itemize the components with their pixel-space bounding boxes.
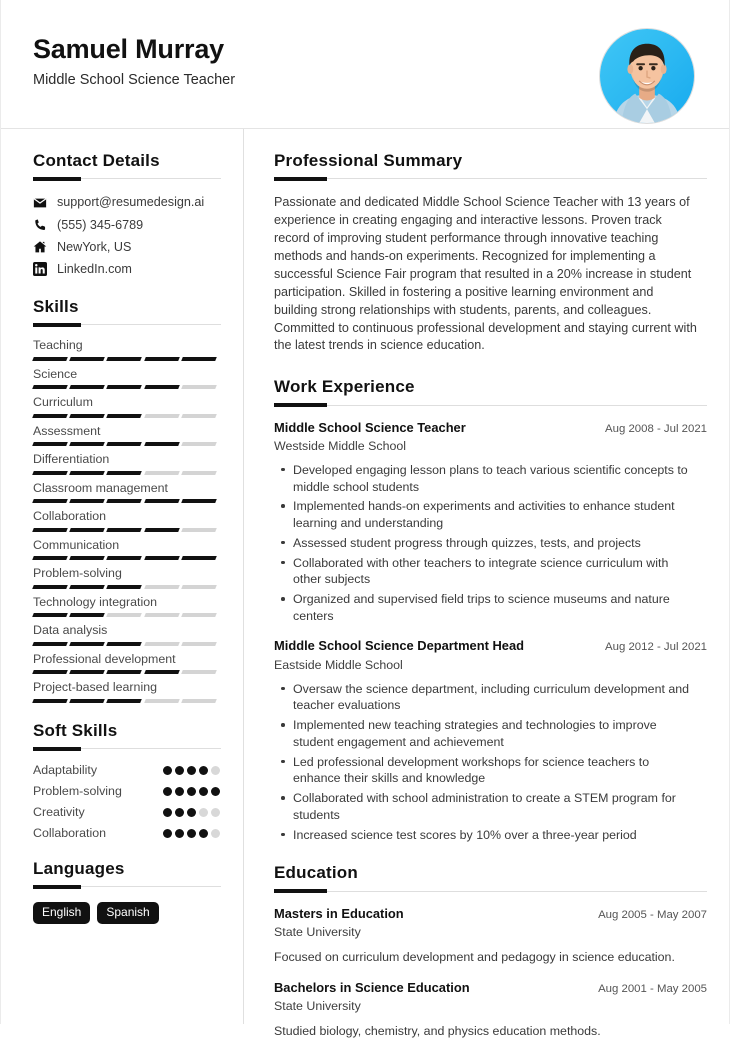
skill-segment	[69, 442, 105, 446]
skill-level-meter	[33, 357, 216, 361]
skill-label: Communication	[33, 537, 120, 552]
section-heading: Soft Skills	[33, 720, 118, 740]
skill-segment	[69, 385, 105, 389]
rating-dot	[175, 829, 184, 838]
skill-segment	[107, 442, 143, 446]
rating-dot	[175, 766, 184, 775]
skill-segment	[144, 556, 180, 560]
education-description: Focused on curriculum development and pedagogy in science education.	[274, 949, 675, 964]
skill-level-meter	[33, 642, 216, 646]
resume-body	[1, 129, 729, 1038]
rating-dot	[187, 829, 196, 838]
education-degree: Masters in Education	[274, 905, 404, 921]
skill-level-meter	[33, 699, 216, 703]
contact-email: support@resumedesign.ai	[57, 195, 205, 210]
section-education	[274, 863, 707, 1039]
skill-segment	[69, 528, 105, 532]
summary-text: Passionate and dedicated Middle School Science Teacher with 13 years of experience in creating engaging and interactive lessons. Proven track record of improving student performance through innovative teaching methods and hands-on experiments. Recognized for implementing a successful Science Fair program that resulted in a 20% increase in student participation. Skilled in fostering a positive learning environment and building strong relationships with students, parents, and colleagues. Committed to continuous professional development and staying current with the latest trends in science education.	[274, 195, 697, 353]
rating-dot	[163, 829, 172, 838]
skill-row	[33, 623, 221, 646]
resume-header	[1, 0, 729, 129]
experience-date: Aug 2012 - Jul 2021	[605, 641, 707, 654]
rating-dot	[199, 808, 208, 817]
education-degree: Bachelors in Science Education	[274, 979, 470, 995]
section-heading: Skills	[33, 296, 79, 316]
section-work-experience	[274, 377, 707, 843]
education-entry	[274, 980, 707, 1039]
skill-segment	[144, 528, 180, 532]
skill-label: Differentiation	[33, 452, 110, 467]
skill-segment	[181, 357, 217, 361]
skill-segment	[181, 528, 217, 532]
rating-dot	[211, 787, 220, 796]
contact-phone: (555) 345-6789	[57, 217, 144, 232]
list-item: Implemented new teaching strategies and technologies to improve student engagement and achievement	[293, 717, 698, 750]
skill-segment	[144, 499, 180, 503]
section-divider	[33, 748, 221, 749]
soft-skill-rating	[163, 808, 220, 817]
experience-entry	[274, 638, 707, 843]
languages-list	[33, 902, 221, 924]
entry-header	[274, 906, 707, 923]
rating-dot	[211, 808, 220, 817]
list-item[interactable]	[33, 218, 221, 233]
rating-dot	[175, 808, 184, 817]
skill-segment	[69, 471, 105, 475]
skill-label: Technology integration	[33, 594, 157, 609]
skill-level-meter	[33, 442, 216, 446]
education-entry	[274, 906, 707, 966]
section-languages	[33, 859, 221, 925]
skill-segment	[32, 471, 68, 475]
skill-label: Curriculum	[33, 395, 93, 410]
section-divider	[33, 324, 221, 325]
skill-segment	[32, 499, 68, 503]
skill-segment	[32, 528, 68, 532]
skill-segment	[107, 585, 143, 589]
skill-segment	[69, 357, 105, 361]
rating-dot	[199, 766, 208, 775]
avatar	[599, 28, 695, 124]
soft-skill-row	[33, 805, 220, 820]
skill-segment	[32, 613, 68, 617]
skill-segment	[32, 414, 68, 418]
soft-skill-label: Creativity	[33, 804, 85, 819]
skill-segment	[32, 442, 68, 446]
skill-segment	[181, 385, 217, 389]
soft-skills-list	[33, 763, 221, 841]
rating-dot	[199, 829, 208, 838]
skill-segment	[144, 414, 180, 418]
skill-segment	[69, 699, 105, 703]
sidebar	[1, 129, 244, 1024]
skill-segment	[69, 585, 105, 589]
skill-segment	[69, 613, 105, 617]
skill-row	[33, 538, 221, 561]
education-institution: State University	[274, 925, 361, 940]
skill-segment	[107, 528, 143, 532]
contact-linkedin: LinkedIn.com	[57, 261, 132, 276]
skill-row	[33, 395, 221, 418]
experience-organization: Eastside Middle School	[274, 658, 403, 673]
section-divider	[274, 405, 707, 406]
skill-segment	[32, 357, 68, 361]
experience-list	[274, 420, 707, 844]
skill-segment	[32, 699, 68, 703]
skill-segment	[181, 670, 217, 674]
rating-dot	[163, 808, 172, 817]
skill-segment	[107, 471, 143, 475]
experience-bullets	[274, 462, 707, 625]
rating-dot	[187, 766, 196, 775]
soft-skill-row	[33, 826, 220, 841]
soft-skill-row	[33, 784, 220, 799]
skill-segment	[144, 642, 180, 646]
skill-segment	[181, 414, 217, 418]
rating-dot	[211, 829, 220, 838]
entry-header	[274, 638, 707, 655]
skill-row	[33, 595, 221, 618]
home-icon	[33, 240, 47, 254]
list-item: Organized and supervised field trips to science museums and nature centers	[293, 591, 698, 624]
list-item: Assessed student progress through quizzes, tests, and projects	[293, 535, 698, 552]
skill-row	[33, 367, 221, 390]
skill-segment	[69, 414, 105, 418]
skill-segment	[181, 613, 217, 617]
skill-segment	[107, 556, 143, 560]
language-chip[interactable]: English	[33, 902, 90, 924]
rating-dot	[187, 787, 196, 796]
skill-segment	[32, 642, 68, 646]
skill-segment	[32, 385, 68, 389]
skill-segment	[181, 442, 217, 446]
skill-segment	[181, 699, 217, 703]
header-text-block	[33, 26, 235, 89]
skill-segment	[144, 385, 180, 389]
skill-segment	[69, 670, 105, 674]
skill-segment	[107, 414, 143, 418]
skill-label: Project-based learning	[33, 680, 157, 695]
contact-location: NewYork, US	[57, 239, 132, 254]
list-item[interactable]	[33, 262, 221, 277]
skill-level-meter	[33, 385, 216, 389]
section-professional-summary	[274, 151, 707, 355]
list-item[interactable]	[33, 195, 221, 210]
profile-photo-icon	[600, 29, 694, 123]
skill-segment	[144, 471, 180, 475]
soft-skill-label: Collaboration	[33, 825, 107, 840]
experience-bullets	[274, 681, 707, 844]
section-divider	[33, 178, 221, 179]
skill-segment	[181, 642, 217, 646]
education-description: Studied biology, chemistry, and physics education methods.	[274, 1023, 601, 1038]
skill-segment	[32, 585, 68, 589]
skill-level-meter	[33, 613, 216, 617]
soft-skill-label: Adaptability	[33, 763, 98, 778]
section-divider	[33, 886, 221, 887]
page-title: Samuel Murray	[33, 34, 224, 64]
skill-segment	[69, 642, 105, 646]
skill-segment	[181, 471, 217, 475]
rating-dot	[187, 808, 196, 817]
skill-segment	[107, 385, 143, 389]
skill-segment	[69, 556, 105, 560]
entry-header	[274, 980, 707, 997]
skill-row	[33, 424, 221, 447]
section-soft-skills	[33, 721, 221, 841]
skill-label: Problem-solving	[33, 566, 122, 581]
skill-segment	[32, 556, 68, 560]
section-contact-details	[33, 151, 221, 277]
skill-segment	[107, 670, 143, 674]
phone-icon	[33, 218, 47, 232]
list-item: Oversaw the science department, including curriculum development and teacher evaluations	[293, 681, 698, 714]
education-date: Aug 2001 - May 2005	[598, 982, 707, 995]
skill-segment	[69, 499, 105, 503]
rating-dot	[163, 766, 172, 775]
rating-dot	[199, 787, 208, 796]
skill-segment	[32, 670, 68, 674]
skill-label: Science	[33, 366, 78, 381]
skill-level-meter	[33, 585, 216, 589]
skill-segment	[181, 585, 217, 589]
skill-level-meter	[33, 471, 216, 475]
section-heading: Contact Details	[33, 151, 160, 170]
skill-level-meter	[33, 414, 216, 418]
language-chip[interactable]: Spanish	[97, 902, 158, 924]
list-item: Implemented hands-on experiments and activities to enhance student learning and understanding	[293, 498, 698, 531]
skill-segment	[107, 499, 143, 503]
list-item: Developed engaging lesson plans to teach various scientific concepts to middle school students	[293, 462, 698, 495]
contact-list	[33, 195, 221, 276]
skill-level-meter	[33, 670, 216, 674]
skill-label: Data analysis	[33, 623, 108, 638]
skill-segment	[144, 585, 180, 589]
section-divider	[274, 178, 707, 179]
rating-dot	[211, 766, 220, 775]
skill-level-meter	[33, 499, 216, 503]
section-divider	[274, 891, 707, 892]
linkedin-icon	[33, 262, 47, 276]
experience-organization: Westside Middle School	[274, 439, 407, 454]
soft-skill-rating	[163, 829, 220, 838]
soft-skill-rating	[163, 766, 220, 775]
job-title-subtitle: Middle School Science Teacher	[33, 72, 236, 89]
experience-entry	[274, 420, 707, 625]
skill-segment	[107, 357, 143, 361]
section-heading: Professional Summary	[274, 151, 463, 170]
skill-row	[33, 680, 221, 703]
skill-row	[33, 652, 221, 675]
skill-segment	[144, 357, 180, 361]
skill-level-meter	[33, 556, 216, 560]
skill-row	[33, 481, 221, 504]
skill-label: Classroom management	[33, 480, 168, 495]
skill-label: Assessment	[33, 423, 101, 438]
skill-segment	[181, 499, 217, 503]
section-heading: Languages	[33, 858, 125, 878]
entry-header	[274, 420, 707, 437]
education-list	[274, 906, 707, 1039]
skill-segment	[107, 613, 143, 617]
list-item[interactable]	[33, 240, 221, 255]
skill-label: Teaching	[33, 338, 83, 353]
skill-segment	[144, 699, 180, 703]
section-skills	[33, 297, 221, 703]
skill-segment	[144, 613, 180, 617]
list-item: Led professional development workshops for science teachers to enhance their skills and knowledge	[293, 754, 698, 787]
skill-row	[33, 566, 221, 589]
main-content	[244, 129, 729, 1038]
rating-dot	[163, 787, 172, 796]
education-institution: State University	[274, 999, 361, 1014]
skill-segment	[144, 670, 180, 674]
envelope-icon	[33, 196, 47, 210]
list-item: Collaborated with school administration to create a STEM program for students	[293, 790, 698, 823]
education-date: Aug 2005 - May 2007	[598, 908, 707, 921]
skill-label: Professional development	[33, 651, 176, 666]
skills-list	[33, 338, 221, 703]
skill-label: Collaboration	[33, 509, 107, 524]
skill-row	[33, 452, 221, 475]
skill-level-meter	[33, 528, 216, 532]
soft-skill-rating	[163, 787, 220, 796]
experience-date: Aug 2008 - Jul 2021	[605, 422, 707, 435]
skill-segment	[144, 442, 180, 446]
skill-segment	[107, 699, 143, 703]
experience-title: Middle School Science Department Head	[274, 638, 524, 654]
skill-segment	[181, 556, 217, 560]
section-heading: Work Experience	[274, 377, 415, 397]
list-item: Increased science test scores by 10% over a three-year period	[293, 827, 698, 844]
skill-segment	[107, 642, 143, 646]
rating-dot	[175, 787, 184, 796]
experience-title: Middle School Science Teacher	[274, 419, 466, 435]
section-heading: Education	[274, 863, 358, 883]
soft-skill-row	[33, 763, 220, 778]
list-item: Collaborated with other teachers to integrate science curriculum with other subjects	[293, 555, 698, 588]
skill-row	[33, 509, 221, 532]
soft-skill-label: Problem-solving	[33, 783, 122, 798]
skill-row	[33, 338, 221, 361]
